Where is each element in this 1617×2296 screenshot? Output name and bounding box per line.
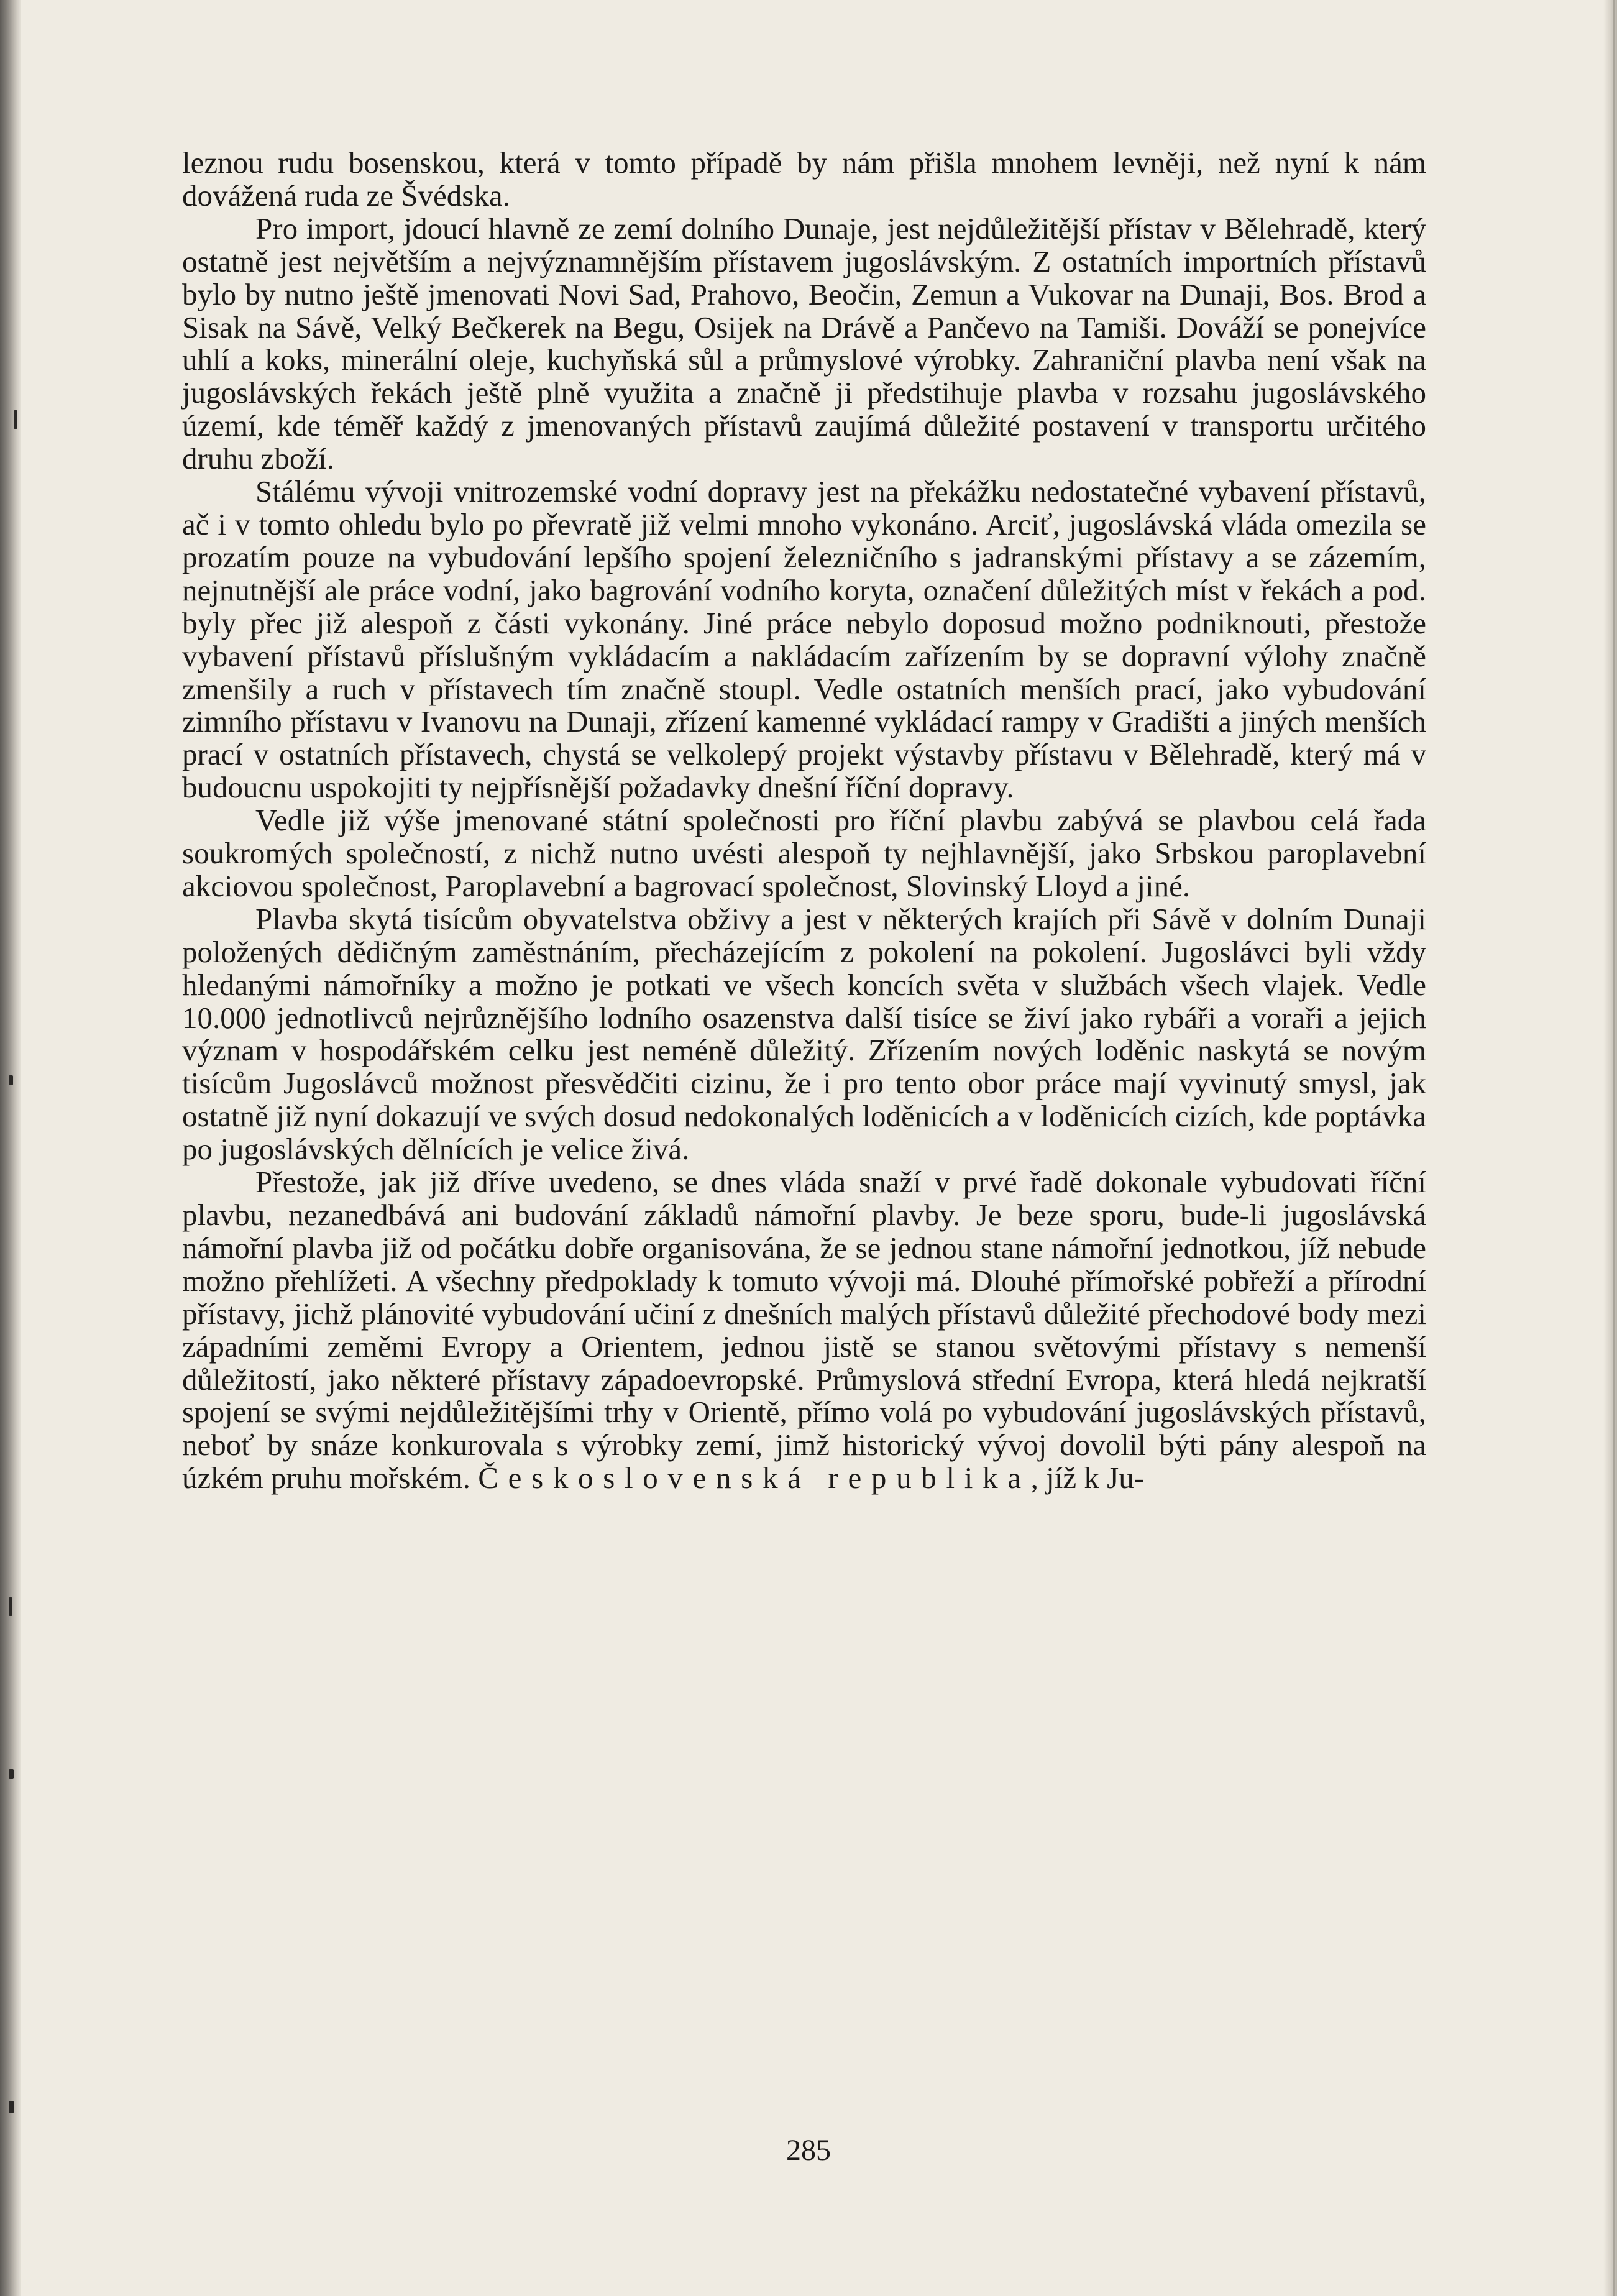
- margin-mark: [14, 410, 17, 429]
- page-right-edge: [1603, 0, 1617, 2296]
- body-text: [182, 147, 1426, 1495]
- paragraph: [182, 1166, 1426, 1495]
- margin-mark: [9, 1597, 12, 1616]
- margin-mark: [9, 1769, 14, 1779]
- page-right-edge-line: [1613, 0, 1615, 2296]
- paragraph-text: Přestože, jak již dříve uvedeno, se dnes vláda snaží v prvé řadě dokonale vybudovati říční plavbu, nezanedbává ani budování základů námořní plavby. Je beze sporu, bude-li jugoslávská námořní plavba již od počátku dobře organisována, že se jednou stane námořní jednotkou, jíž nebude možno přehlížeti. A všechny předpoklady k tomuto vývoji má. Dlouhé přímořské pobřeží a přírodní přístavy, jichž plánovité vybudování učiní z dnešních malých přístavů důležité přechodové body mezi západními zeměmi Evropy a Orientem, jednou jistě se stanou světovými přístavy s nemenší důležitostí, jako některé přístavy západoevropské. Průmyslová střední Evropa, která hledá nejkratší spojení se svými nejdůležitějšími trhy v Orientě, přímo volá po vybudování jugoslávských přístavů, neboť by snáze konkurovala s výrobky zemí, jimž historický vývoj dovolil býti pány alespoň na úzkém pruhu mořském.: [182, 1165, 1426, 1495]
- paragraph: Stálému vývoji vnitrozemské vodní dopravy jest na překážku nedostatečné vybavení přístavů, ač i v tomto ohledu bylo po převratě již velmi mnoho vykonáno. Arciť, jugoslávská vláda omezila se prozatím pouze na vybudování lepšího spojení železničního s jadranskými přístavy a se zázemím, nejnutnější ale práce vodní, jako bagrování vodního koryta, označení důležitých míst v řekách a pod. byly přec již alespoň z části vykonány. Jiné práce nebylo doposud možno podniknouti, přestože vybavení přístavů příslušným vykládacím a nakládacím zařízením by se dopravní výlohy značně zmenšily a ruch v přístavech tím značně stoupl. Vedle ostatních menších prací, jako vybudování zimního přístavu v Ivanovu na Dunaji, zřízení kamenné vykládací rampy v Gradišti a jiných menších prací v ostatních přístavech, chystá se velkolepý projekt výstavby přístavu v Bělehradě, který má v budoucnu uspokojiti ty nejpřísnější požadavky dnešní říční dopravy.: [182, 474, 1426, 805]
- paragraph-tail: , jíž k Ju-: [1030, 1461, 1145, 1495]
- paragraph: Plavba skytá tisícům obyvatelstva obživy a jest v některých krajích při Sávě v dolním Dunaji položených dědičným zaměstnáním, přecházejícím z pokolení na pokolení. Jugoslávci byli vždy hledanými námořníky a možno je potkati ve všech koncích světa v službách všech vlajek. Vedle 10.000 jednotlivců nejrůznějšího lodního osazenstva další tisíce se živí jako rybáři a voraři a jejich význam v hospodářském celku jest neméně důležitý. Zřízením nových loděnic naskytá se novým tisícům Jugoslávců možnost přesvědčiti cizinu, že i pro tento obor práce mají vyvinutý smysl, jak ostatně již nyní dokazují ve svých dosud nedokonalých loděnicích a v loděnicích cizích, kde poptávka po jugoslávských dělnících je velice živá.: [182, 901, 1426, 1167]
- spaced-emphasis: Československá republika: [478, 1461, 1031, 1495]
- margin-mark: [9, 2101, 14, 2113]
- paragraph: leznou rudu bosenskou, která v tomto případě by nám přišla mnohem levněji, než nyní k nám dovážená ruda ze Švédska.: [182, 145, 1426, 213]
- page-number: 285: [786, 2134, 831, 2167]
- paragraph: Pro import, jdoucí hlavně ze zemí dolního Dunaje, jest nejdůležitější přístav v Bělehradě, který ostatně jest největším a nejvýznamnějším přístavem jugoslávským. Z ostatních importních přístavů bylo by nutno ještě jmenovati Novi Sad, Prahovo, Beočin, Zemun a Vukovar na Dunaji, Bos. Brod a Sisak na Sávě, Velký Bečkerek na Begu, Osijek na Drávě a Pančevo na Tamiši. Dováží se ponejvíce uhlí a koks, minerální oleje, kuchyňská sůl a průmyslové výrobky. Zahraniční plavba není však na jugoslávských řekách ještě plně využita a značně ji předstihuje plavba v rozsahu jugoslávského území, kde téměř každý z jmenovaných přístavů zaujímá důležité postavení v transportu určitého druhu zboží.: [182, 211, 1426, 476]
- paragraph: Vedle již výše jmenované státní společnosti pro říční plavbu zabývá se plavbou celá řada soukromých společností, z nichž nutno uvésti alespoň ty nejhlavnější, jako Srbskou paroplavební akciovou společnost, Paroplavební a bagrovací společnost, Slovinský Lloyd a jiné.: [182, 803, 1426, 903]
- book-binding-shadow: [0, 0, 21, 2296]
- margin-mark: [9, 1075, 13, 1085]
